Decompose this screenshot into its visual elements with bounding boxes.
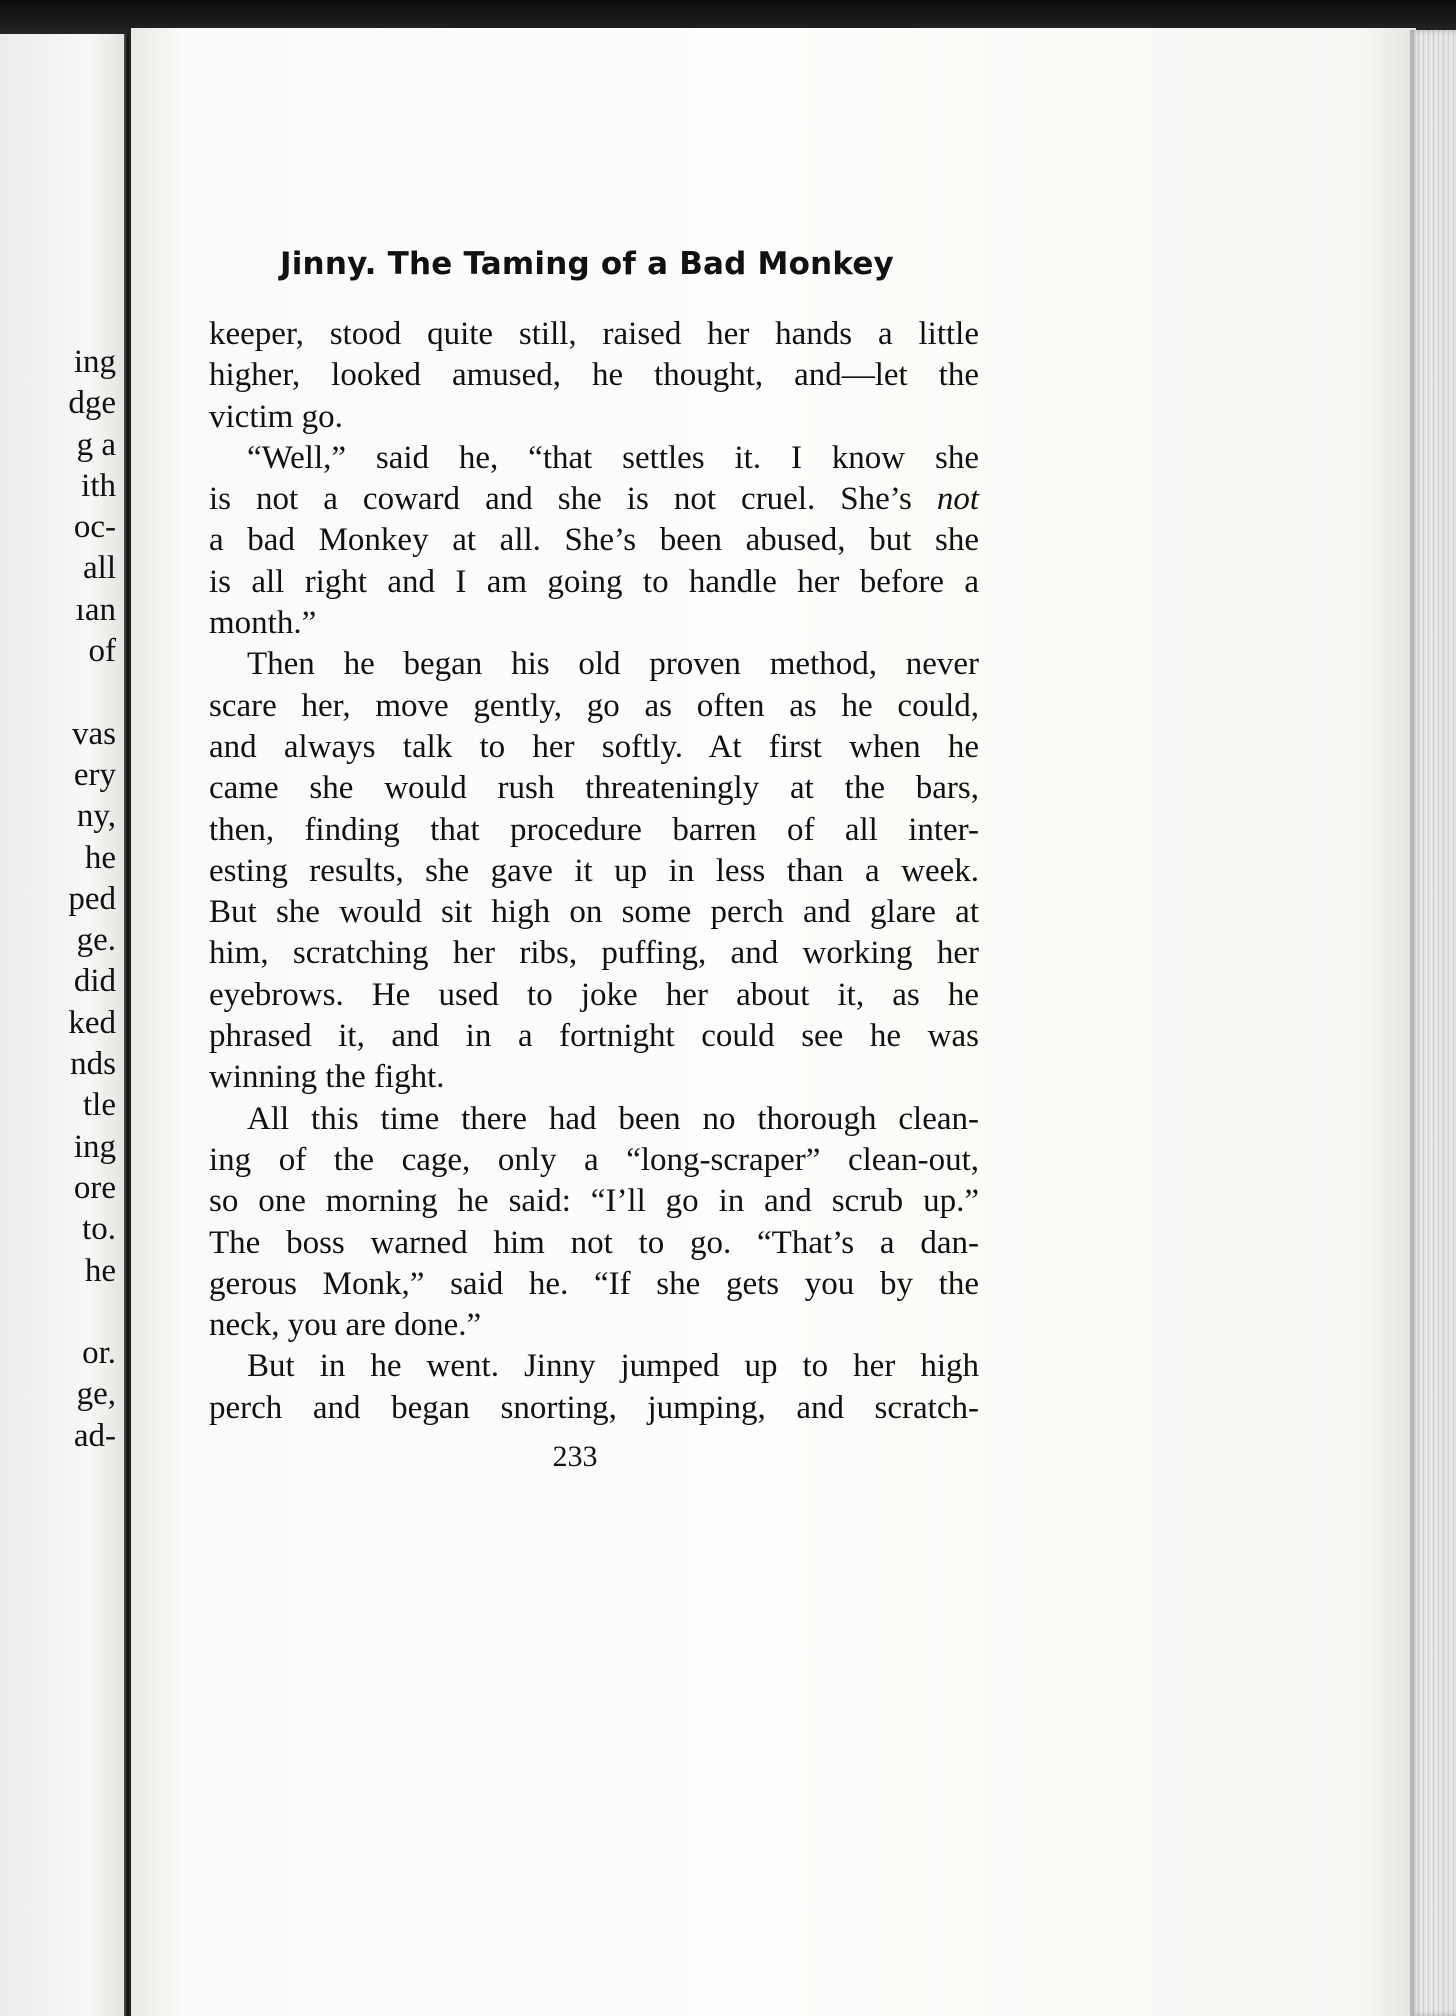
text-line — [209, 1388, 979, 1429]
left-fragment: ore — [73, 1169, 116, 1206]
left-fragment: ing — [73, 344, 116, 380]
text-line — [209, 768, 979, 809]
text-line — [209, 1181, 979, 1222]
body-text — [209, 314, 979, 1429]
left-fragment: he — [84, 839, 116, 876]
text-line — [209, 1264, 979, 1305]
left-fragment: ing — [73, 1128, 116, 1165]
running-head: Jinny. The Taming of a Bad Monkey — [280, 246, 894, 282]
left-fragment: dge — [68, 385, 116, 422]
left-fragment: ith — [81, 467, 116, 504]
text-line-content: then, finding that procedure barren of all inter- — [209, 811, 979, 848]
text-line-content: But in he went. Jinny jumped up to her high — [247, 1348, 979, 1385]
left-fragment: ıan — [75, 591, 116, 628]
text-line — [209, 314, 979, 355]
text-line — [209, 603, 979, 644]
text-line — [209, 397, 979, 438]
left-fragment: to. — [82, 1211, 116, 1248]
left-fragment: ery — [73, 756, 116, 793]
text-line-content: The boss warned him not to go. “That’s a dan- — [209, 1224, 979, 1261]
text-line — [209, 520, 979, 561]
text-line — [209, 1016, 979, 1057]
text-line — [209, 1305, 979, 1346]
text-line-content: and always talk to her softly. At first when he — [209, 728, 979, 765]
text-line — [209, 644, 979, 685]
left-fragment: vas — [72, 715, 116, 752]
emphasis: not — [936, 481, 979, 518]
text-line — [209, 1099, 979, 1140]
text-line-content: eyebrows. He used to joke her about it, as he — [209, 976, 979, 1013]
text-line-content: winning the fight. — [209, 1059, 445, 1096]
left-fragment: ped — [68, 880, 116, 917]
text-line-content: keeper, stood quite still, raised her hands a little — [209, 316, 979, 352]
text-line-content: so one morning he said: “I’ll go in and scrub up.” — [209, 1183, 979, 1220]
left-page — [0, 34, 128, 2016]
text-line-content: “Well,” said he, “that settles it. I know she — [247, 439, 979, 476]
text-line-content: is all right and I am going to handle her before a — [209, 563, 979, 600]
left-fragment — [6, 1292, 116, 1333]
left-fragment: of — [88, 633, 116, 670]
text-line-content: is not a coward and she is not cruel. She’s — [209, 481, 937, 518]
text-line — [209, 1057, 979, 1098]
text-line — [209, 1346, 979, 1387]
text-line — [209, 479, 979, 520]
text-line — [209, 1140, 979, 1181]
left-fragment: ked — [68, 1004, 116, 1041]
text-line-content: ing of the cage, only a “long-scraper” clean-out, — [209, 1141, 979, 1178]
text-line — [209, 438, 979, 479]
text-line-content: esting results, she gave it up in less than a week. — [209, 852, 979, 889]
left-fragment: all — [83, 550, 116, 587]
text-line-content: Then he began his old proven method, never — [247, 646, 979, 683]
page-number: 233 — [552, 1440, 598, 1473]
left-fragment: or. — [82, 1335, 116, 1372]
left-fragment: he — [84, 1252, 116, 1289]
left-fragment: nds — [70, 1046, 116, 1083]
page-edges — [1410, 30, 1456, 2016]
text-line-content: higher, looked amused, he thought, and—let the — [209, 357, 979, 394]
left-fragment: did — [73, 963, 116, 1000]
left-fragment: tle — [83, 1087, 116, 1124]
text-line-content: a bad Monkey at all. She’s been abused, but she — [209, 522, 979, 559]
text-line — [209, 933, 979, 974]
text-line — [209, 851, 979, 892]
text-line — [209, 810, 979, 851]
text-line-content: victim go. — [209, 398, 343, 435]
left-fragment: oc- — [73, 509, 116, 546]
text-line-content: perch and began snorting, jumping, and scratch- — [209, 1389, 979, 1426]
text-line-content: gerous Monk,” said he. “If she gets you by the — [209, 1265, 979, 1302]
left-fragment: ge. — [76, 922, 116, 959]
left-fragment — [6, 672, 116, 713]
text-line — [209, 727, 979, 768]
left-fragment: ge, — [76, 1376, 116, 1413]
text-line-content: All this time there had been no thorough clean- — [247, 1100, 979, 1137]
text-line-content: him, scratching her ribs, puffing, and working her — [209, 935, 979, 972]
text-line — [209, 1223, 979, 1264]
left-fragment: ad- — [73, 1417, 116, 1454]
text-line-content: came she would rush threateningly at the bars, — [209, 770, 979, 807]
text-line-content: neck, you are done.” — [209, 1307, 482, 1344]
left-fragment: g a — [76, 426, 116, 463]
text-line — [209, 892, 979, 933]
text-line-content: month.” — [209, 605, 317, 642]
text-line-content: phrased it, and in a fortnight could see he was — [209, 1018, 979, 1055]
text-line — [209, 355, 979, 396]
left-page-text-fragments — [6, 342, 116, 1457]
text-line — [209, 686, 979, 727]
text-line-content: But she would sit high on some perch and glare at — [209, 894, 979, 931]
left-fragment: ny, — [76, 798, 116, 835]
text-line-content: scare her, move gently, go as often as he could, — [209, 687, 979, 724]
text-line — [209, 562, 979, 603]
text-line — [209, 975, 979, 1016]
